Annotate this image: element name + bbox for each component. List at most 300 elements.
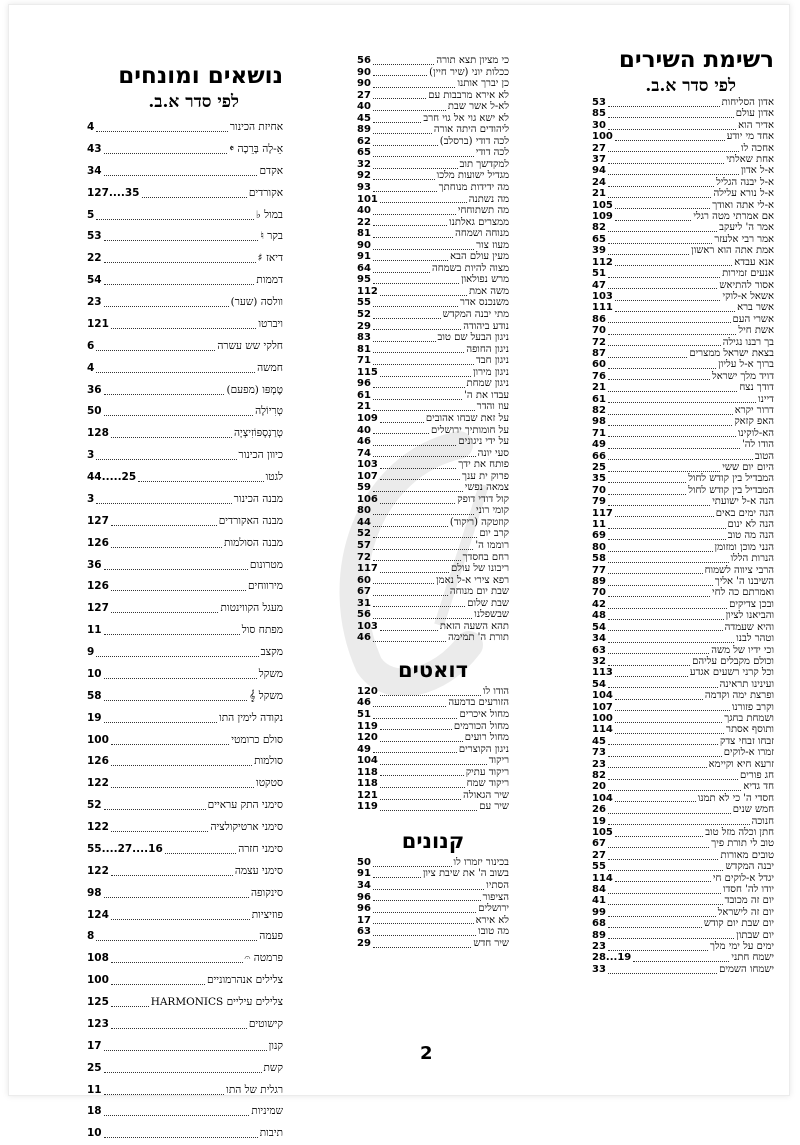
entry-page: 52 bbox=[357, 528, 371, 540]
dot-leader bbox=[608, 884, 721, 894]
dot-leader bbox=[138, 472, 263, 482]
entry-title: אקורדים bbox=[248, 186, 283, 199]
dot-leader bbox=[608, 895, 723, 905]
dot-leader bbox=[380, 563, 449, 573]
dot-leader bbox=[615, 508, 714, 518]
entry-title: לכה דודי bbox=[475, 147, 509, 159]
entry-page: 126 bbox=[87, 755, 109, 768]
entry-title: שבת שלום bbox=[467, 597, 509, 609]
index-entry bbox=[87, 926, 283, 948]
dot-leader bbox=[380, 732, 463, 742]
index-entry bbox=[87, 730, 283, 752]
dot-leader bbox=[608, 439, 740, 449]
entry-title: מחול רועים bbox=[464, 732, 509, 744]
entry-title: לא ישא גוי אל גוי חרב bbox=[423, 112, 509, 124]
index-entry bbox=[592, 519, 774, 530]
index-entry bbox=[357, 263, 509, 275]
index-entry bbox=[87, 576, 283, 598]
index-entry bbox=[592, 200, 774, 211]
dot-leader bbox=[373, 632, 446, 642]
dot-leader bbox=[104, 165, 258, 175]
topics-title: נושאים ומונחים bbox=[118, 63, 283, 89]
index-entry bbox=[357, 448, 509, 460]
entry-page: 54 bbox=[87, 274, 102, 287]
dot-leader bbox=[111, 1019, 247, 1029]
entry-title: בך רבנו נגילה bbox=[722, 336, 774, 348]
songs-list-continued bbox=[357, 5, 509, 644]
dot-leader bbox=[608, 587, 710, 597]
index-entry bbox=[87, 795, 283, 817]
entry-page: 117 bbox=[592, 507, 613, 519]
entry-title: הנרות הללו bbox=[730, 553, 774, 565]
entry-page: 96 bbox=[357, 378, 371, 390]
entry-title: ריבונו של עולם bbox=[451, 563, 509, 575]
entry-page: 67 bbox=[357, 586, 371, 598]
entry-page: 74 bbox=[357, 447, 371, 459]
index-entry bbox=[592, 154, 774, 165]
dot-leader bbox=[111, 581, 246, 591]
index-entry bbox=[592, 804, 774, 815]
entry-page: 37 bbox=[592, 154, 606, 166]
entry-page: 10 bbox=[87, 1127, 102, 1140]
dot-leader bbox=[373, 297, 458, 307]
dot-leader bbox=[96, 647, 258, 657]
entry-title: יום שבת יום קודש bbox=[703, 918, 774, 930]
index-entry bbox=[87, 839, 283, 861]
entry-page: 111 bbox=[592, 302, 613, 314]
entry-page: 69 bbox=[592, 530, 606, 542]
entry-title: מעוז צור bbox=[476, 239, 509, 251]
dot-leader bbox=[608, 371, 710, 381]
index-entry bbox=[592, 165, 774, 176]
dot-leader bbox=[373, 78, 456, 88]
entry-page: 65 bbox=[357, 147, 371, 159]
songs-column bbox=[592, 5, 774, 975]
entry-page: 23 bbox=[592, 941, 606, 953]
dot-leader bbox=[111, 822, 209, 832]
entry-page: 80 bbox=[592, 541, 606, 553]
entry-title: כי מציון תצא תורה bbox=[436, 55, 509, 66]
dot-leader bbox=[104, 669, 257, 679]
dot-leader bbox=[104, 231, 258, 241]
index-entry bbox=[357, 228, 509, 240]
index-entry bbox=[357, 309, 509, 321]
entry-page: 108 bbox=[87, 952, 109, 965]
entry-title: מחול הכורמים bbox=[453, 720, 509, 732]
entry-page: 125 bbox=[87, 996, 109, 1008]
entry-page: 23 bbox=[87, 296, 102, 308]
entry-page: 68 bbox=[592, 918, 606, 930]
index-entry bbox=[357, 367, 509, 379]
index-entry bbox=[357, 790, 509, 802]
entry-page: 46 bbox=[357, 436, 371, 448]
dot-leader bbox=[373, 147, 474, 157]
index-entry bbox=[592, 622, 774, 633]
entry-page: 30 bbox=[592, 119, 606, 131]
index-entry bbox=[357, 205, 509, 217]
dot-leader bbox=[373, 517, 448, 527]
entry-title: אחיזת הכינור bbox=[229, 121, 283, 133]
dot-leader bbox=[104, 625, 240, 635]
entry-title: ואמרתם כה לחי bbox=[712, 587, 774, 599]
entry-title: חמשה bbox=[257, 361, 283, 374]
index-entry bbox=[357, 147, 509, 159]
dot-leader bbox=[111, 909, 250, 919]
entry-page: 66 bbox=[592, 450, 606, 462]
dot-leader bbox=[608, 542, 713, 552]
index-entry bbox=[87, 1080, 283, 1102]
entry-title: המבדיל בין קודש לחול bbox=[688, 473, 774, 485]
dot-leader bbox=[608, 188, 712, 198]
entry-title: סימני ארטיקולציה bbox=[210, 821, 283, 833]
index-entry bbox=[87, 533, 283, 555]
entry-title: קישוטים bbox=[248, 1017, 283, 1030]
dot-leader bbox=[615, 724, 724, 734]
entry-page: 73 bbox=[592, 747, 606, 759]
index-entry bbox=[592, 667, 774, 678]
entry-title: סינקופה bbox=[251, 886, 283, 899]
entry-title: א-ל נורא עלילה bbox=[713, 188, 774, 200]
index-entry bbox=[592, 222, 774, 233]
index-entry bbox=[87, 511, 283, 533]
entry-title: והיא שעמדה bbox=[724, 621, 774, 633]
entry-page: 89 bbox=[592, 929, 606, 941]
entry-page: 76 bbox=[592, 370, 606, 382]
entry-title: סימני חזרה bbox=[238, 842, 283, 855]
index-entry bbox=[592, 291, 774, 302]
entry-page: 117 bbox=[357, 563, 378, 575]
entry-page: 20 bbox=[592, 781, 606, 793]
dot-leader bbox=[96, 931, 257, 941]
entry-title: דיינו bbox=[758, 393, 774, 405]
index-entry bbox=[592, 895, 774, 906]
entry-title: צלילים עיליים HARMONICS bbox=[150, 996, 283, 1008]
index-entry bbox=[592, 873, 774, 884]
dot-leader bbox=[608, 565, 703, 575]
entry-title: ישמח חתני bbox=[731, 952, 774, 964]
entry-page: 50 bbox=[87, 405, 102, 418]
entry-page: 57 bbox=[357, 539, 371, 551]
dot-leader bbox=[104, 1084, 225, 1094]
dot-leader bbox=[111, 515, 217, 525]
dot-leader bbox=[373, 309, 441, 319]
entry-title: קוזטקה (ריקוד) bbox=[449, 516, 509, 528]
dot-leader bbox=[373, 263, 430, 273]
entry-title: אדיר הוא bbox=[738, 119, 774, 131]
entry-page: 77 bbox=[592, 564, 606, 576]
dot-leader bbox=[373, 575, 434, 585]
entry-title: עבדו את ה' bbox=[464, 389, 509, 401]
index-entry bbox=[357, 159, 509, 171]
entry-page: 119 bbox=[357, 801, 378, 813]
entry-page: 51 bbox=[592, 268, 606, 280]
entry-title: סולמות bbox=[254, 755, 283, 768]
index-entry bbox=[592, 131, 774, 142]
index-entry bbox=[592, 713, 774, 724]
entry-page: 82 bbox=[592, 222, 606, 234]
entry-page: 99 bbox=[592, 906, 606, 918]
index-entry bbox=[592, 587, 774, 598]
dot-leader bbox=[608, 964, 717, 974]
entry-title: ככלות יוני (שיר חיין) bbox=[429, 66, 509, 78]
entry-page: 84 bbox=[592, 884, 606, 896]
entry-title: היום יום ששי bbox=[722, 462, 774, 473]
entry-title: מה ידידות מנוחתך bbox=[438, 182, 509, 194]
entry-title: זרעא חיא וקיימא bbox=[708, 758, 774, 770]
entry-page: 63 bbox=[357, 926, 371, 938]
dot-leader bbox=[380, 194, 467, 204]
entry-page: 104 bbox=[592, 690, 613, 702]
entry-page: 128 bbox=[87, 427, 109, 440]
entry-title: אמר רבי אלעזר bbox=[714, 233, 774, 245]
entry-page: 49 bbox=[357, 743, 371, 755]
dot-leader bbox=[373, 401, 475, 411]
dot-leader bbox=[608, 804, 731, 814]
dot-leader bbox=[608, 599, 727, 609]
index-entry bbox=[592, 827, 774, 838]
entry-page: 89 bbox=[357, 124, 371, 136]
entry-page: 27 bbox=[357, 89, 371, 101]
index-entry bbox=[357, 55, 509, 67]
entry-page: 81 bbox=[357, 343, 371, 355]
entry-title: לגטו bbox=[265, 471, 283, 483]
entry-page: 19 bbox=[592, 815, 606, 827]
index-entry bbox=[592, 348, 774, 359]
dot-leader bbox=[615, 793, 696, 803]
entry-page: 34 bbox=[357, 880, 371, 891]
entry-title: נודע ביהודה bbox=[463, 320, 509, 332]
entry-title: המבדיל בין קודש לחול bbox=[688, 484, 774, 496]
dot-leader bbox=[615, 827, 703, 837]
entry-title: מרש נפולאון bbox=[461, 274, 509, 286]
entry-title: שיר הגאולה bbox=[463, 789, 509, 801]
entry-title: רפא צירי א-ל נאמן bbox=[436, 574, 509, 586]
entry-title: אשרי העם bbox=[732, 313, 774, 325]
entry-page: 109 bbox=[357, 412, 378, 424]
entry-title: יום זה מכובד bbox=[724, 895, 774, 907]
duets-list bbox=[357, 686, 509, 813]
entry-title: שבת יום מנוחה bbox=[449, 586, 509, 598]
dot-leader bbox=[373, 136, 438, 146]
dot-leader bbox=[104, 384, 225, 394]
entry-title: הודו לו bbox=[482, 685, 509, 697]
entry-title: לא אירא bbox=[475, 914, 509, 926]
entry-page: 106 bbox=[357, 493, 378, 505]
dot-leader bbox=[608, 154, 724, 164]
entry-page: 61 bbox=[357, 389, 371, 401]
dot-leader bbox=[608, 462, 720, 472]
entry-page: 124 bbox=[87, 908, 109, 921]
index-entry bbox=[592, 759, 774, 770]
index-entry bbox=[592, 941, 774, 952]
dot-leader bbox=[373, 378, 465, 388]
entry-title: טֶמְפּו (מפעם) bbox=[226, 383, 283, 396]
entry-title: וולסה (שער) bbox=[230, 296, 283, 308]
entry-title: שיר עם bbox=[479, 801, 509, 813]
dot-leader bbox=[373, 744, 457, 754]
dot-leader bbox=[615, 690, 703, 700]
entry-page: 11 bbox=[87, 624, 102, 637]
dot-leader bbox=[380, 367, 471, 377]
entry-title: מטרונום bbox=[249, 558, 283, 571]
entry-title: חסדי ה' כי לא תמנו bbox=[697, 792, 774, 804]
entry-title: על חומותיך ירושלים bbox=[430, 424, 509, 436]
index-entry bbox=[592, 690, 774, 701]
index-entry bbox=[592, 816, 774, 827]
index-entry bbox=[357, 78, 509, 90]
entry-page: 61 bbox=[592, 393, 606, 405]
entry-page: 90 bbox=[357, 66, 371, 78]
index-entry bbox=[357, 182, 509, 194]
index-entry bbox=[87, 467, 283, 489]
index-entry bbox=[592, 394, 774, 405]
entry-title: קרב יום bbox=[479, 528, 509, 540]
index-entry bbox=[357, 436, 509, 448]
entry-page: 8 bbox=[87, 930, 95, 943]
dot-leader bbox=[380, 621, 438, 631]
index-entry bbox=[592, 314, 774, 325]
dot-leader bbox=[373, 926, 476, 936]
index-entry bbox=[357, 686, 509, 698]
entry-page: 29 bbox=[357, 937, 371, 949]
entry-page: 82 bbox=[592, 769, 606, 781]
index-entry bbox=[592, 724, 774, 735]
index-entry bbox=[592, 428, 774, 439]
entry-page: 54 bbox=[592, 621, 606, 633]
index-entry bbox=[592, 508, 774, 519]
entry-page: 91 bbox=[357, 251, 371, 263]
entry-title: משקל bbox=[258, 667, 283, 680]
entry-title: רוממו ה' bbox=[475, 539, 509, 551]
index-entry bbox=[592, 337, 774, 348]
index-entry bbox=[87, 817, 283, 839]
index-entry bbox=[592, 781, 774, 792]
dot-leader bbox=[380, 721, 452, 731]
entry-title: ירושלים bbox=[478, 903, 509, 915]
dot-leader bbox=[373, 344, 464, 354]
entry-title: למקדשך תוב bbox=[459, 158, 509, 170]
index-entry bbox=[592, 177, 774, 188]
entry-title: חמש שנים bbox=[732, 804, 774, 816]
index-entry bbox=[87, 248, 283, 270]
entry-title: אדון הסליחות bbox=[721, 97, 774, 108]
entry-title: סולם כרומטי bbox=[231, 733, 283, 746]
entry-title: מתי יבנה המקדש bbox=[442, 309, 509, 321]
entry-title: מה נשתנה bbox=[468, 193, 509, 205]
entry-title: אשר ברא bbox=[737, 302, 774, 314]
entry-title: משנכנס אדר bbox=[460, 297, 509, 309]
entry-title: יום שבתון bbox=[736, 929, 774, 941]
entry-page: 52 bbox=[87, 799, 102, 812]
entry-title: ניגון הבעל שם טוב bbox=[437, 332, 509, 344]
entry-page: 91 bbox=[357, 868, 371, 880]
entry-title: ניגון חבד bbox=[475, 355, 509, 367]
entry-title: סימני התק עראיים bbox=[207, 799, 283, 812]
index-entry bbox=[87, 642, 283, 664]
dot-leader bbox=[111, 975, 205, 985]
entry-page: 98 bbox=[87, 886, 102, 899]
index-entry bbox=[357, 101, 509, 113]
entry-title: על ידי ניגונים bbox=[458, 436, 509, 448]
entry-page: 90 bbox=[357, 78, 371, 90]
entry-page: 83 bbox=[357, 332, 371, 344]
dot-leader bbox=[373, 482, 463, 492]
dot-leader bbox=[373, 170, 435, 180]
entry-title: הטוב bbox=[754, 450, 774, 462]
index-entry bbox=[357, 563, 509, 575]
dot-leader bbox=[608, 268, 720, 278]
entry-title: אקדם bbox=[259, 164, 283, 177]
index-entry bbox=[357, 390, 509, 402]
entry-title: אדון עולם bbox=[735, 108, 774, 120]
entry-page: 47 bbox=[592, 279, 606, 291]
index-entry bbox=[87, 620, 283, 642]
entry-title: ריקוד עתיק bbox=[465, 766, 509, 778]
entry-page: 55....27....16 bbox=[87, 842, 163, 855]
index-entry bbox=[592, 462, 774, 473]
index-entry bbox=[592, 371, 774, 382]
index-entry bbox=[592, 97, 774, 108]
dot-leader bbox=[615, 702, 730, 712]
index-entry bbox=[592, 964, 774, 975]
entry-page: 82 bbox=[592, 404, 606, 416]
index-entry bbox=[87, 358, 283, 380]
entry-page: 118 bbox=[357, 766, 378, 778]
dot-leader bbox=[373, 274, 459, 284]
entry-page: 85 bbox=[592, 108, 606, 120]
index-entry bbox=[357, 857, 509, 869]
index-entry bbox=[357, 732, 509, 744]
dot-leader bbox=[608, 496, 710, 506]
dot-leader bbox=[608, 781, 741, 791]
index-entry bbox=[87, 292, 283, 314]
entry-title: אחד מי יודע bbox=[726, 131, 774, 143]
dot-leader bbox=[373, 709, 458, 719]
index-entry bbox=[87, 380, 283, 402]
canons-title: קנונים bbox=[401, 828, 465, 853]
entry-title: תיבות bbox=[259, 1127, 283, 1140]
dot-leader bbox=[608, 222, 717, 232]
entry-page: 120 bbox=[357, 685, 378, 697]
entry-title: כיוון הכינור bbox=[238, 449, 283, 462]
entry-title: בצאת ישראל ממצרים bbox=[689, 347, 774, 359]
index-entry bbox=[357, 903, 509, 915]
index-entry bbox=[592, 257, 774, 268]
dot-leader bbox=[373, 505, 474, 515]
index-entry bbox=[592, 610, 774, 621]
entry-page: 3 bbox=[87, 449, 95, 462]
entry-page: 72 bbox=[592, 336, 606, 348]
dot-leader bbox=[111, 537, 222, 547]
entry-title: ובכן צדיקים bbox=[729, 598, 774, 610]
entry-title: מצוה להיות בשמחה bbox=[431, 262, 509, 274]
index-entry bbox=[592, 120, 774, 131]
index-entry bbox=[87, 883, 283, 905]
dot-leader bbox=[111, 953, 243, 963]
entry-page: 96 bbox=[357, 891, 371, 903]
dot-leader bbox=[111, 997, 149, 1007]
dot-leader bbox=[373, 124, 432, 134]
entry-page: 95 bbox=[357, 274, 371, 286]
entry-page: 49 bbox=[592, 439, 606, 451]
dot-leader bbox=[165, 844, 236, 854]
entry-title: קול דודי דופק bbox=[457, 493, 509, 505]
entry-page: 94 bbox=[592, 165, 606, 177]
entry-page: 87 bbox=[592, 347, 606, 359]
entry-title: חתן וכלה מזל טוב bbox=[705, 827, 774, 838]
entry-page: 43 bbox=[87, 142, 102, 155]
dot-leader bbox=[380, 778, 465, 788]
